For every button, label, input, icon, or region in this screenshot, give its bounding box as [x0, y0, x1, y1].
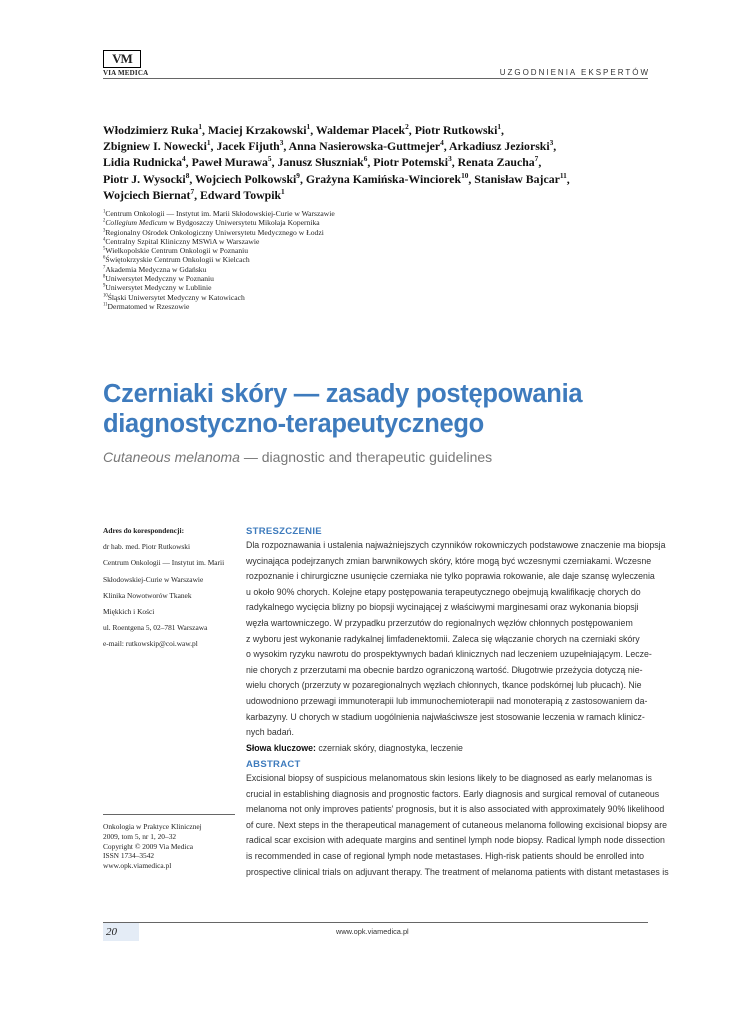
abstract-line: radical scar excision with adequate margins and sentinel lymph node biopsy. Radical lymph node dissection: [246, 835, 665, 846]
author-name: Jacek Fijuth: [216, 139, 280, 154]
affiliation-number: 11: [103, 302, 108, 308]
footer-divider: [103, 922, 648, 923]
page-number: 20: [103, 923, 139, 941]
affiliation-text: Uniwersytet Medyczny w Lublinie: [105, 283, 212, 293]
correspondence-line: Skłodowskiej-Curie w Warszawie: [103, 574, 204, 584]
affiliation-item: [103, 255, 503, 264]
streszczenie-line: nych badań.: [246, 727, 294, 738]
streszczenie-line: wycinająca podejrzanych zmian barwnikowych skóry, które mogą być wczesnymi czerniakami. Wczesne: [246, 555, 652, 566]
author-name: Stanisław Bajcar: [474, 171, 560, 186]
abstract-line: melanoma not only improves patients' prognosis, but it is also associated with approximately 90% likelihood: [246, 804, 665, 815]
affiliation-number: 5: [103, 246, 106, 252]
affiliation-number: 4: [103, 237, 106, 243]
affiliation-item: [103, 218, 503, 227]
author-line: Zbigniew I. Nowecki$^1$, Jacek Fijuth$^3$, Anna Nasierowska-Guttmejer$^4$, Arkadiusz Jeziorski$^3$,: [103, 138, 557, 154]
header-divider: [103, 78, 648, 79]
author-name: Renata Zaucha: [457, 155, 535, 170]
correspondence-line: Miękkich i Kości: [103, 607, 155, 617]
journal-info-line: 2009, tom 5, nr 1, 20–32: [103, 831, 177, 841]
streszczenie-heading: STRESZCZENIE: [246, 526, 322, 537]
correspondence-line: dr hab. med. Piotr Rutkowski: [103, 542, 191, 552]
affiliation-text: Świętokrzyskie Centrum Onkologii w Kielcach: [105, 255, 250, 265]
affiliation-number: 3: [103, 228, 106, 234]
journal-info-line: Onkologia w Praktyce Klinicznej: [103, 822, 202, 831]
affiliation-item: [103, 283, 503, 292]
abstract-line: crucial in establishing diagnosis and prognostic factors. Early diagnosis and surgical removal of cutaneous: [246, 788, 660, 799]
author-line: Włodzimierz Ruka$^1$, Maciej Krzakowski$^1$, Waldemar Placek$^2$, Piotr Rutkowski$^1$,: [103, 122, 504, 137]
streszczenie-line: o wysokim ryzyku nawrotu do prospektywnych badań klinicznych nad leczeniem uzupełniającym. Lecze-: [246, 649, 652, 660]
affiliation-text: Centralny Szpital Kliniczny MSWiA w Warszawie: [105, 236, 260, 246]
logo-mark: VM: [103, 50, 141, 68]
affiliation-text: Uniwersytet Medyczny w Poznaniu: [105, 274, 214, 284]
author-name: Arkadiusz Jeziorski: [449, 139, 550, 154]
affiliation-number: 10: [103, 293, 108, 299]
abstract-line: is recommended in case of regional lymph node metastases. High-risk patients should be enrolled into: [246, 850, 645, 861]
keywords-line: [246, 741, 650, 757]
via-medica-logo: [103, 50, 148, 77]
author-name: Piotr Potemski: [373, 155, 449, 170]
author-line: Wojciech Biernat$^7$, Edward Towpik$^1$: [103, 186, 285, 202]
author-affiliation-number: 1: [198, 122, 203, 132]
affiliation-item: [103, 302, 503, 311]
journal-info-line: Copyright © 2009 Via Medica: [103, 841, 194, 851]
affiliation-text: Dermatomed w Rzeszowie: [107, 301, 190, 311]
streszczenie-line: u około 90% chorych. Kolejne etapy postępowania terapeutycznego obejmują kwalifikację chorych do: [246, 586, 641, 597]
affiliation-number: 8: [103, 274, 106, 280]
streszczenie-line: udowodniono przewagi immunoterapii lub immunochemioterapii nad monoterapią z zastosowaniem da-: [246, 695, 648, 706]
footer-url[interactable]: www.opk.viamedica.pl: [336, 927, 409, 936]
affiliation-number: 6: [103, 255, 106, 261]
author-affiliation-number: 3: [549, 138, 554, 148]
affiliation-text: Akademia Medyczna w Gdańsku: [105, 264, 207, 274]
author-affiliation-number: 1: [281, 186, 285, 196]
affiliation-item: [103, 293, 503, 302]
journal-info: [103, 822, 243, 871]
author-affiliation-number: 10: [461, 170, 469, 180]
logo-text: VIA MEDICA: [103, 69, 149, 77]
author-affiliation-number: 1: [497, 122, 502, 132]
author-name: Zbigniew I. Nowecki: [103, 139, 207, 154]
article-subtitle: [103, 449, 492, 465]
section-label: UZGODNIENIA EKSPERTÓW: [499, 68, 650, 77]
abstract-heading: ABSTRACT: [246, 759, 301, 770]
author-line: Piotr J. Wysocki$^8$, Wojciech Polkowski$^9$, Grażyna Kamińska-Winciorek$^{10}$, Stanisław Bajcar$^{11}$,: [103, 170, 570, 186]
author-name: Waldemar Placek: [315, 123, 406, 137]
abstract-line: Excisional biopsy of suspicious melanomatous skin lesions likely to be diagnosed as early melanomas is: [246, 773, 652, 783]
subtitle-rest: — diagnostic and therapeutic guidelines: [239, 449, 493, 465]
affiliation-text: Regionalny Ośrodek Onkologiczny Uniwersytetu Medycznego w Łodzi: [105, 227, 324, 237]
correspondence-divider: [103, 814, 235, 815]
affiliation-number: 9: [103, 283, 106, 289]
correspondence-block: [103, 523, 243, 653]
author-name: Janusz Słuszniak: [277, 155, 364, 170]
author-affiliation-number: 7: [534, 154, 539, 164]
abstract-line: prospective clinical trials on adjuvant therapy. The treatment of melanoma patients with distant metastases is: [246, 866, 669, 877]
affiliation-number: 1: [103, 209, 106, 215]
correspondence-line: e-mail: rutkowskip@coi.waw.pl: [103, 639, 198, 649]
affiliation-text: Centrum Onkologii — Instytut im. Marii Skłodowskiej-Curie w Warszawie: [105, 209, 335, 218]
author-affiliation-number: 8: [185, 170, 190, 180]
title-line: Czerniaki skóry — zasady postępowania: [103, 380, 583, 408]
author-name: Piotr J. Wysocki: [103, 171, 186, 186]
streszczenie-line: karbazyny. U chorych w stadium uogólnienia najwłaściwsze jest stosowanie leczenia w ramach klinicz-: [246, 711, 645, 722]
streszczenie-line: Dla rozpoznawania i ustalenia najważniejszych czynników rokowniczych podstawowe znaczenie ma biopsja: [246, 540, 666, 550]
abstract-body: [246, 771, 669, 880]
author-line: Lidia Rudnicka$^4$, Paweł Murawa$^5$, Janusz Słuszniak$^6$, Piotr Potemski$^3$, Renata Zaucha$^7$,: [103, 154, 542, 170]
author-name: Edward Towpik: [200, 187, 282, 202]
streszczenie-line: radykalnego wycięcia blizny po biopsji wycinającej z właściwymi marginesami oraz wykonania biopsji: [246, 602, 639, 613]
journal-info-line: ISSN 1734–3542: [103, 851, 155, 861]
journal-info-line: www.opk.viamedica.pl: [103, 861, 172, 871]
affiliation-item: [103, 265, 503, 274]
author-name: Piotr Rutkowski: [414, 123, 498, 137]
author-affiliation-number: 9: [296, 170, 300, 180]
streszczenie-line: wielu chorych (przerzuty w pozaregionalnych węzłach chłonnych, tkance podskórnej lub płucach). Nie: [246, 680, 642, 691]
correspondence-line: Klinika Nowotworów Tkanek: [103, 590, 192, 600]
affiliation-text: Śląski Uniwersytet Medyczny w Katowicach: [107, 292, 245, 302]
affiliation-item: [103, 209, 503, 218]
author-affiliation-number: 2: [405, 122, 409, 132]
author-name: Wojciech Biernat: [103, 187, 191, 202]
correspondence-line: Centrum Onkologii — Instytut im. Marii: [103, 558, 225, 568]
affiliation-text: Wielkopolskie Centrum Onkologii w Poznaniu: [105, 246, 249, 256]
affiliation-italic: Collegium Medicum: [105, 218, 168, 228]
author-affiliation-number: 1: [206, 138, 211, 148]
author-affiliation-number: 5: [267, 154, 272, 164]
author-name: Wojciech Polkowski: [195, 171, 297, 186]
author-affiliation-number: 4: [182, 154, 186, 164]
author-affiliation-number: 6: [363, 154, 368, 164]
abstract-line: of cure. Next steps in the therapeutical management of cutaneous melanoma following excisional biopsy are: [246, 819, 668, 830]
author-affiliation-number: 7: [190, 186, 195, 196]
keywords-label: Słowa kluczowe:: [246, 742, 316, 753]
streszczenie-line: węzła wartowniczego. W przypadku przerzutów do regionalnych węzłów chłonnych postępowaniem: [246, 617, 633, 628]
article-title: [103, 379, 663, 439]
keywords-text: czerniak skóry, diagnostyka, leczenie: [315, 742, 463, 753]
title-line: diagnostyczno-terapeutycznego: [103, 410, 484, 438]
affiliation-item: [103, 228, 503, 237]
author-affiliation-number: 3: [279, 138, 284, 148]
affiliation-item: [103, 237, 503, 246]
author-name: Anna Nasierowska-Guttmejer: [288, 139, 441, 154]
streszczenie-body: [246, 538, 666, 756]
streszczenie-line: rozpoznanie i chirurgiczne usunięcie czerniaka nie tylko poprawia rokowanie, ale daje szansę wyleczenia: [246, 571, 655, 582]
author-affiliation-number: 11: [559, 170, 567, 180]
author-name: Włodzimierz Ruka: [103, 123, 199, 137]
affiliation-number: 2: [103, 218, 106, 224]
streszczenie-line: z wyboru jest wykonanie radykalnej limfadenektomii. Zaleca się włączanie chorych na czerniaki skóry: [246, 633, 640, 644]
author-name: Grażyna Kamińska-Winciorek: [305, 171, 462, 186]
correspondence-heading: Adres do korespondencji:: [103, 526, 185, 535]
author-name: Paweł Murawa: [191, 155, 268, 170]
subtitle-italic: Cutaneous melanoma: [103, 449, 240, 465]
author-name: Lidia Rudnicka: [103, 155, 183, 170]
affiliation-list: [103, 209, 503, 311]
streszczenie-line: nie chorych z przerzutami ma obecnie bardzo ograniczoną wartość. Długotrwie przeżycia dotyczą nie-: [246, 664, 643, 675]
author-name: Maciej Krzakowski: [207, 123, 307, 137]
author-affiliation-number: 1: [306, 122, 311, 132]
author-affiliation-number: 3: [448, 154, 452, 164]
author-affiliation-number: 4: [440, 138, 444, 148]
author-list: [103, 122, 643, 203]
affiliation-text: w Bydgoszczy Uniwersytetu Mikołaja Kopernika: [167, 218, 320, 228]
affiliation-number: 7: [103, 265, 106, 271]
affiliation-item: [103, 274, 503, 283]
correspondence-line: ul. Roentgena 5, 02–781 Warszawa: [103, 623, 208, 633]
